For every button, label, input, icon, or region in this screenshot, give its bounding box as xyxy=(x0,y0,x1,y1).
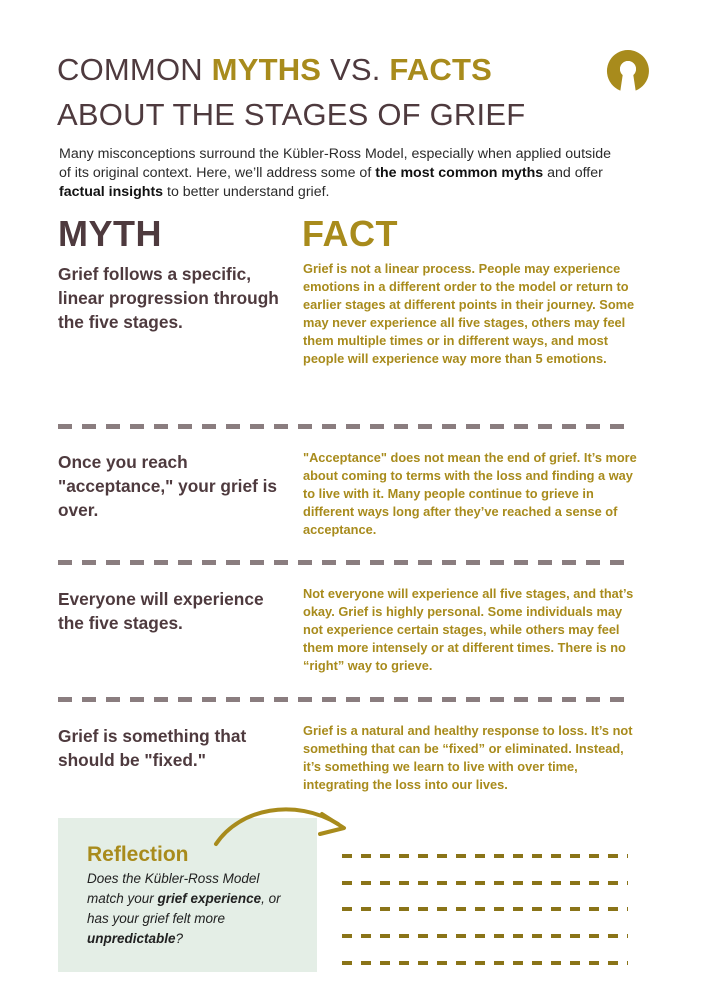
intro-text: to better understand grief. xyxy=(163,184,330,200)
myth-text-1: Grief follows a specific, linear progression through the five stages. xyxy=(58,264,279,332)
reflection-text: Does the Kübler-Ross Model match your xyxy=(87,871,260,906)
reflection-text: , or has your grief felt more xyxy=(87,891,281,926)
title-text-vs: VS. xyxy=(321,52,390,87)
myth-text-2: Once you reach "acceptance," your grief is over. xyxy=(58,452,278,520)
fact-text-3: Not everyone will experience all five stages, and that’s okay. Grief is highly personal. Some individuals may not experience certain stages, while others may feel them more intensely or at different times. There is no “right” way to grieve. xyxy=(303,586,634,673)
myth-text-3: Everyone will experience the five stages. xyxy=(58,589,264,633)
keyhole-logo-icon xyxy=(606,49,650,93)
row-divider xyxy=(58,560,630,565)
myth-column-header: MYTH xyxy=(58,213,162,254)
reflection-bold-experience: grief experience xyxy=(157,891,262,906)
answer-line-3 xyxy=(342,907,628,911)
reflection-prompt xyxy=(87,869,297,949)
intro-paragraph xyxy=(59,145,619,202)
title-text-facts: FACTS xyxy=(389,52,492,87)
page-title-line-1 xyxy=(57,52,492,88)
answer-line-4 xyxy=(342,934,628,938)
myth-text-4: Grief is something that should be "fixed." xyxy=(58,726,247,770)
curved-arrow-icon xyxy=(210,800,355,850)
answer-line-1 xyxy=(342,854,628,858)
row-divider xyxy=(58,424,630,429)
intro-text: Many misconceptions surround the Kübler-Ross Model, especially when applied outside of its original context. Here, we’ll address some of xyxy=(59,146,612,181)
page-title-line-2: ABOUT THE STAGES OF GRIEF xyxy=(57,97,526,132)
fact-column-header: FACT xyxy=(302,213,398,254)
fact-text-1: Grief is not a linear process. People may experience emotions in a different order to the model or return to earlier stages at different points in their journey. Some may never experience all five stages, others may feel them multiple times or in different ways, and most people will experience way more than 5 emotions. xyxy=(303,261,635,366)
reflection-title: Reflection xyxy=(87,843,189,866)
title-text-myths: MYTHS xyxy=(211,52,322,87)
intro-bold-myths: the most common myths xyxy=(375,165,544,181)
reflection-text: ? xyxy=(175,931,184,946)
intro-text: and offer xyxy=(543,165,603,181)
reflection-bold-unpredictable: unpredictable xyxy=(87,931,176,946)
title-text-common: COMMON xyxy=(57,52,212,87)
fact-text-4: Grief is a natural and healthy response to loss. It’s not something that can be “fixed” or eliminated. Instead, it’s something we learn to live with over time, integrating the loss into our lives. xyxy=(303,723,633,792)
fact-text-2: "Acceptance" does not mean the end of grief. It’s more about coming to terms with the loss and finding a way to live with it. Many people continue to grieve in different ways long after they’ve reached a sense of acceptance. xyxy=(303,450,637,537)
answer-line-5 xyxy=(342,961,628,965)
intro-bold-insights: factual insights xyxy=(59,184,164,200)
row-divider xyxy=(58,697,630,702)
answer-line-2 xyxy=(342,881,628,885)
